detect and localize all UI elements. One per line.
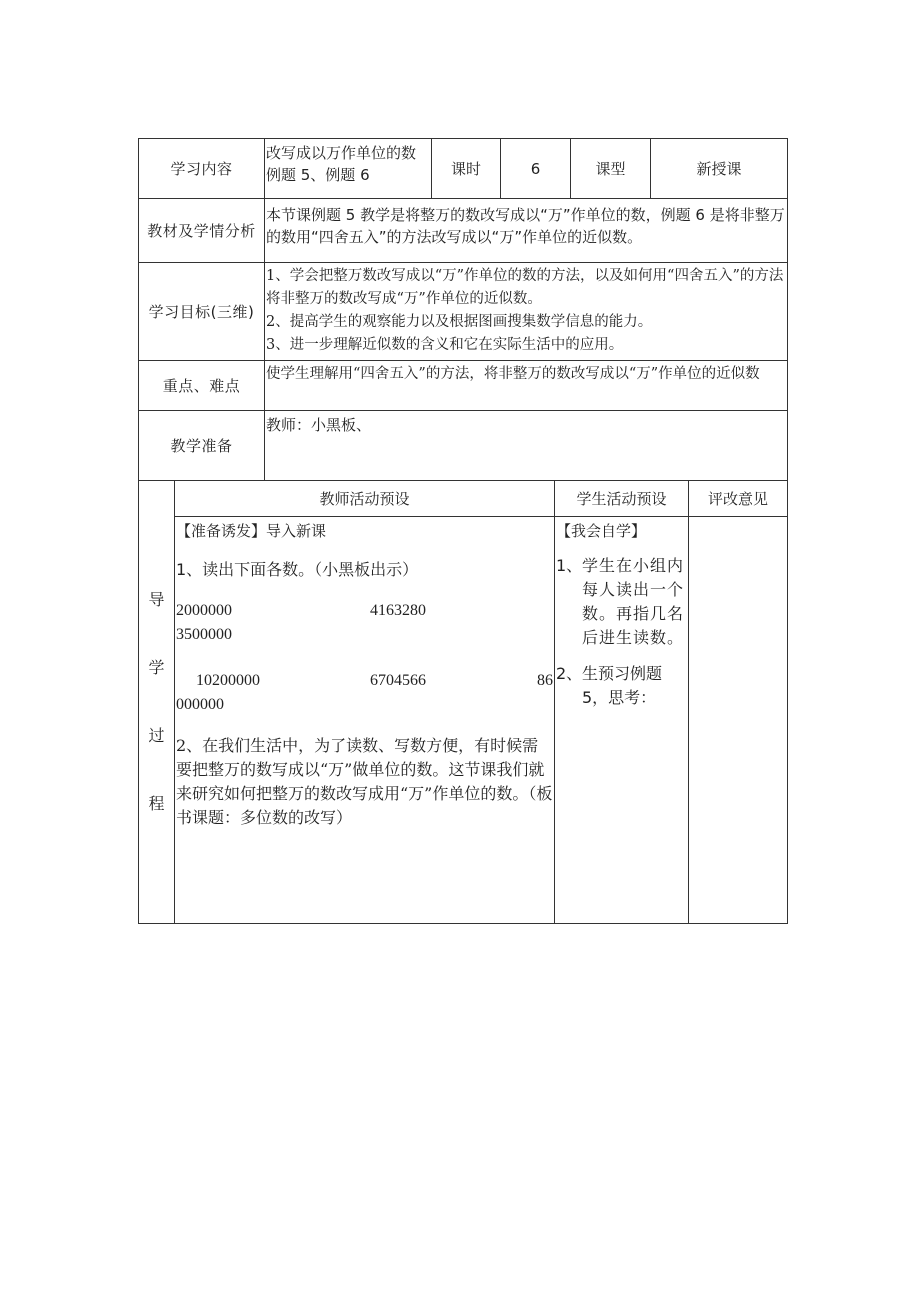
- process-side-label: [139, 481, 174, 923]
- teacher-question-1: 1、读出下面各数。（小黑板出示）: [176, 560, 419, 579]
- side-char: 程: [148, 794, 165, 813]
- period-value: 6: [530, 159, 541, 178]
- teacher-activity: [176, 518, 553, 922]
- number-value: 86: [537, 672, 553, 689]
- number-row-2: [176, 670, 553, 694]
- number-value: 2000000: [176, 602, 232, 619]
- content-line-1: 改写成以万作单位的数: [266, 144, 417, 162]
- item-text: 学生在小组内每人读出一个数。再指几名后进生读数。: [582, 556, 685, 647]
- student-item-1: [556, 554, 686, 650]
- number-value: 000000: [176, 696, 224, 713]
- type-value: 新授课: [696, 159, 742, 178]
- goals-label: 学习目标(三维): [148, 302, 255, 321]
- lesson-plan-table: [138, 138, 788, 924]
- side-char: 学: [148, 658, 165, 677]
- table-border-right: [787, 138, 788, 924]
- keypoints-label: 重点、难点: [162, 376, 241, 395]
- col-divider: [174, 480, 175, 924]
- review-column: [689, 518, 787, 922]
- item-number: 2、: [556, 664, 583, 683]
- teacher-section-title: 【准备诱发】导入新课: [176, 522, 327, 540]
- content-label: 学习内容: [170, 159, 233, 178]
- goal-item-3: 3、进一步理解近似数的含义和它在实际生活中的应用。: [266, 337, 624, 353]
- side-char: 导: [148, 590, 165, 609]
- prep-label: 教学准备: [170, 436, 233, 455]
- teacher-col-header: 教师活动预设: [319, 489, 410, 508]
- number-value: 3500000: [176, 626, 232, 643]
- col-divider: [554, 480, 555, 924]
- col-divider: [264, 138, 265, 480]
- goals-list: [266, 265, 786, 359]
- number-value: 4163280: [370, 602, 426, 619]
- student-activity: [556, 518, 686, 922]
- goal-item-1: 1、学会把整万数改写成以“万”作单位的数的方法，以及如何用“四舍五入”的方法将非整万的数改写成“万”作单位的近似数。: [266, 268, 784, 307]
- keypoints-text: 使学生理解用“四舍五入”的方法，将非整万的数改写成以“万”作单位的近似数: [266, 366, 760, 382]
- analysis-text: 本节课例题 5 教学是将整万的数改写成以“万”作单位的数，例题 6 是将非整万的数用“四舍五入”的方法改写成以“万”作单位的近似数。: [266, 206, 785, 246]
- goal-item-2: 2、提高学生的观察能力以及根据图画搜集数学信息的能力。: [266, 314, 653, 330]
- table-border-bottom: [138, 923, 788, 924]
- number-row-1: [176, 600, 553, 624]
- student-section-title: 【我会自学】: [556, 522, 647, 540]
- analysis-label: 教材及学情分析: [147, 221, 256, 240]
- type-label: 课型: [595, 159, 626, 178]
- side-char: 过: [148, 726, 165, 745]
- number-value: 6704566: [370, 672, 426, 689]
- review-col-header: 评改意见: [707, 489, 768, 508]
- row-divider: [174, 516, 788, 517]
- content-value: [266, 142, 431, 198]
- period-label: 课时: [450, 159, 481, 178]
- student-col-header: 学生活动预设: [576, 489, 667, 508]
- item-text: 生预习例题 5，思考：: [582, 664, 663, 707]
- student-item-2: [556, 662, 686, 710]
- prep-text: 教师：小黑板、: [266, 416, 372, 434]
- item-number: 1、: [556, 556, 583, 575]
- teacher-question-2: 2、在我们生活中，为了读数、写数方便，有时候需要把整万的数写成以“万”做单位的数。这节课我们就来研究如何把整万的数改写成用“万”作单位的数。（板书课题：多位数的改写）: [176, 736, 553, 827]
- content-line-2: 例题 5、例题 6: [266, 166, 370, 184]
- number-value: 10200000: [196, 672, 260, 689]
